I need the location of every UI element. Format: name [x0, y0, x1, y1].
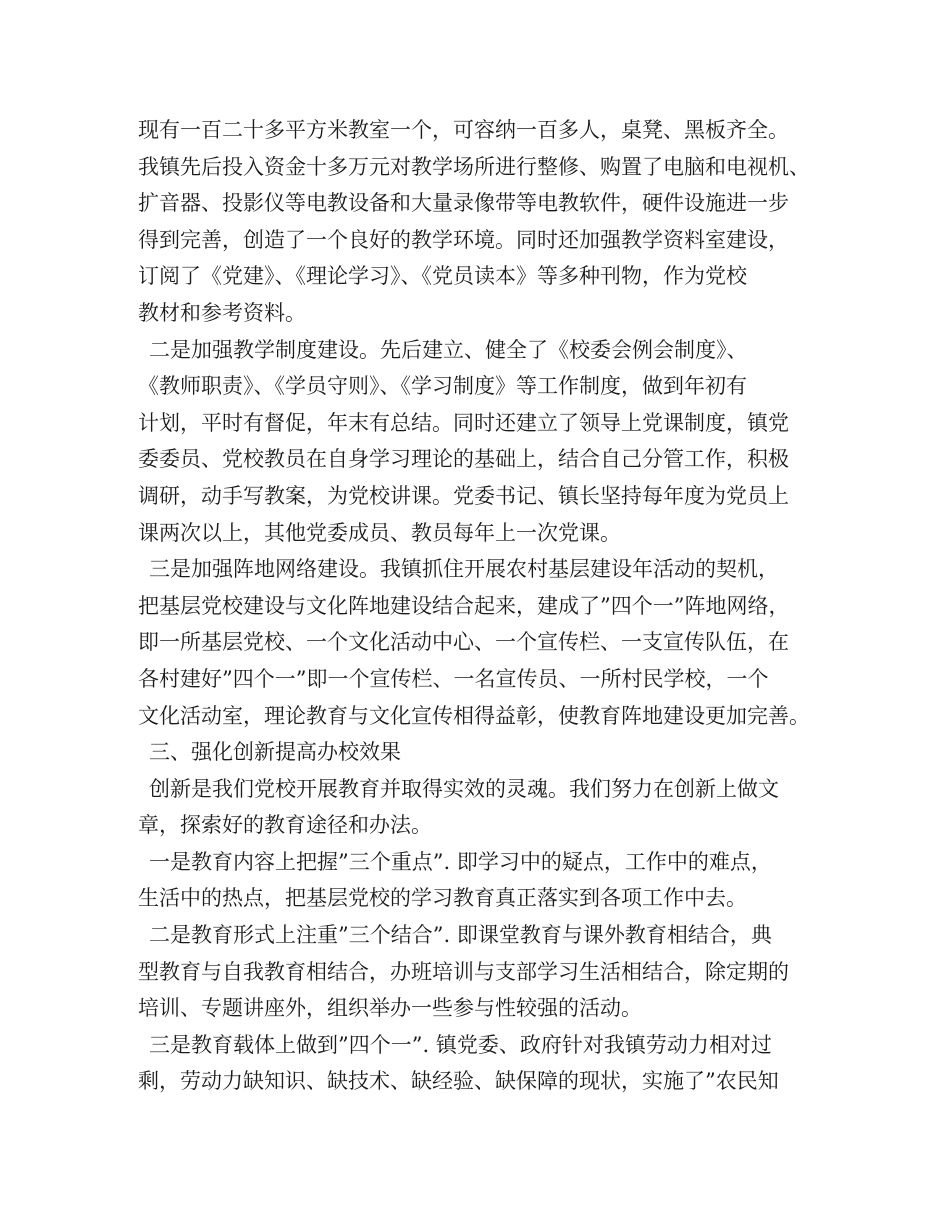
text-line: 一是教育内容上把握”三个重点”. 即学习中的疑点，工作中的难点， — [149, 849, 772, 874]
text-line: 三、强化创新提高办校效果 — [149, 740, 401, 765]
text-line: 创新是我们党校开展教育并取得实效的灵魂。我们努力在创新上做文 — [149, 776, 779, 801]
text-line: 三是教育载体上做到”四个一”. 镇党委、政府针对我镇劳动力相对过 — [149, 1032, 772, 1057]
text-line: 文化活动室，理论教育与文化宣传相得益彰，使教育阵地建设更加完善。 — [138, 703, 810, 728]
text-line: 我镇先后投入资金十多万元对教学场所进行整修、购置了电脑和电视机、 — [138, 154, 810, 179]
text-line: 把基层党校建设与文化阵地建设结合起来，建成了”四个一”阵地网络， — [138, 593, 790, 618]
text-line: 扩音器、投影仪等电教设备和大量录像带等电教软件，硬件设施进一步 — [138, 191, 789, 216]
text-line: 调研，动手写教案，为党校讲课。党委书记、镇长坚持每年度为党员上 — [138, 483, 789, 508]
text-line: 委委员、党校教员在自身学习理论的基础上，结合自己分管工作，积极 — [138, 447, 789, 472]
text-line: 二是教育形式上注重”三个结合”. 即课堂教育与课外教育相结合，典 — [149, 923, 772, 948]
text-line: 二是加强教学制度建设。先后建立、健全了《校委会例会制度》、 — [149, 337, 748, 362]
text-line: 现有一百二十多平方米教室一个，可容纳一百多人，桌凳、黑板齐全。 — [138, 118, 789, 142]
text-line: 剩，劳动力缺知识、缺技术、缺经验、缺保障的现状，实施了”农民知 — [138, 1069, 779, 1094]
text-line: 即一所基层党校、一个文化活动中心、一个宣传栏、一支宣传队伍，在 — [138, 630, 789, 655]
text-line: 教材和参考资料。 — [138, 300, 306, 325]
text-line: 型教育与自我教育相结合，办班培训与支部学习生活相结合，除定期的 — [138, 959, 789, 984]
text-line: 章，探索好的教育途径和办法。 — [138, 813, 432, 838]
text-line: 培训、专题讲座外，组织举办一些参与性较强的活动。 — [138, 996, 642, 1021]
text-line: 《教师职责》、《学员守则》、《学习制度》等工作制度，做到年初有 — [138, 374, 747, 399]
text-line: 各村建好”四个一”即一个宣传栏、一名宣传员、一所村民学校，一个 — [138, 666, 769, 691]
text-line: 计划，平时有督促，年末有总结。同时还建立了领导上党课制度，镇党 — [138, 410, 789, 435]
text-line: 订阅了《党建》、《理论学习》、《党员读本》等多种刊物，作为党校 — [138, 264, 747, 289]
text-line: 三是加强阵地网络建设。我镇抓住开展农村基层建设年活动的契机， — [149, 557, 779, 582]
text-line: 得到完善，创造了一个良好的教学环境。同时还加强教学资料室建设， — [138, 227, 789, 252]
text-line: 生活中的热点，把基层党校的学习教育真正落实到各项工作中去。 — [138, 886, 747, 911]
text-line: 课两次以上，其他党委成员、教员每年上一次党课。 — [138, 520, 621, 545]
document-body — [138, 112, 838, 1100]
